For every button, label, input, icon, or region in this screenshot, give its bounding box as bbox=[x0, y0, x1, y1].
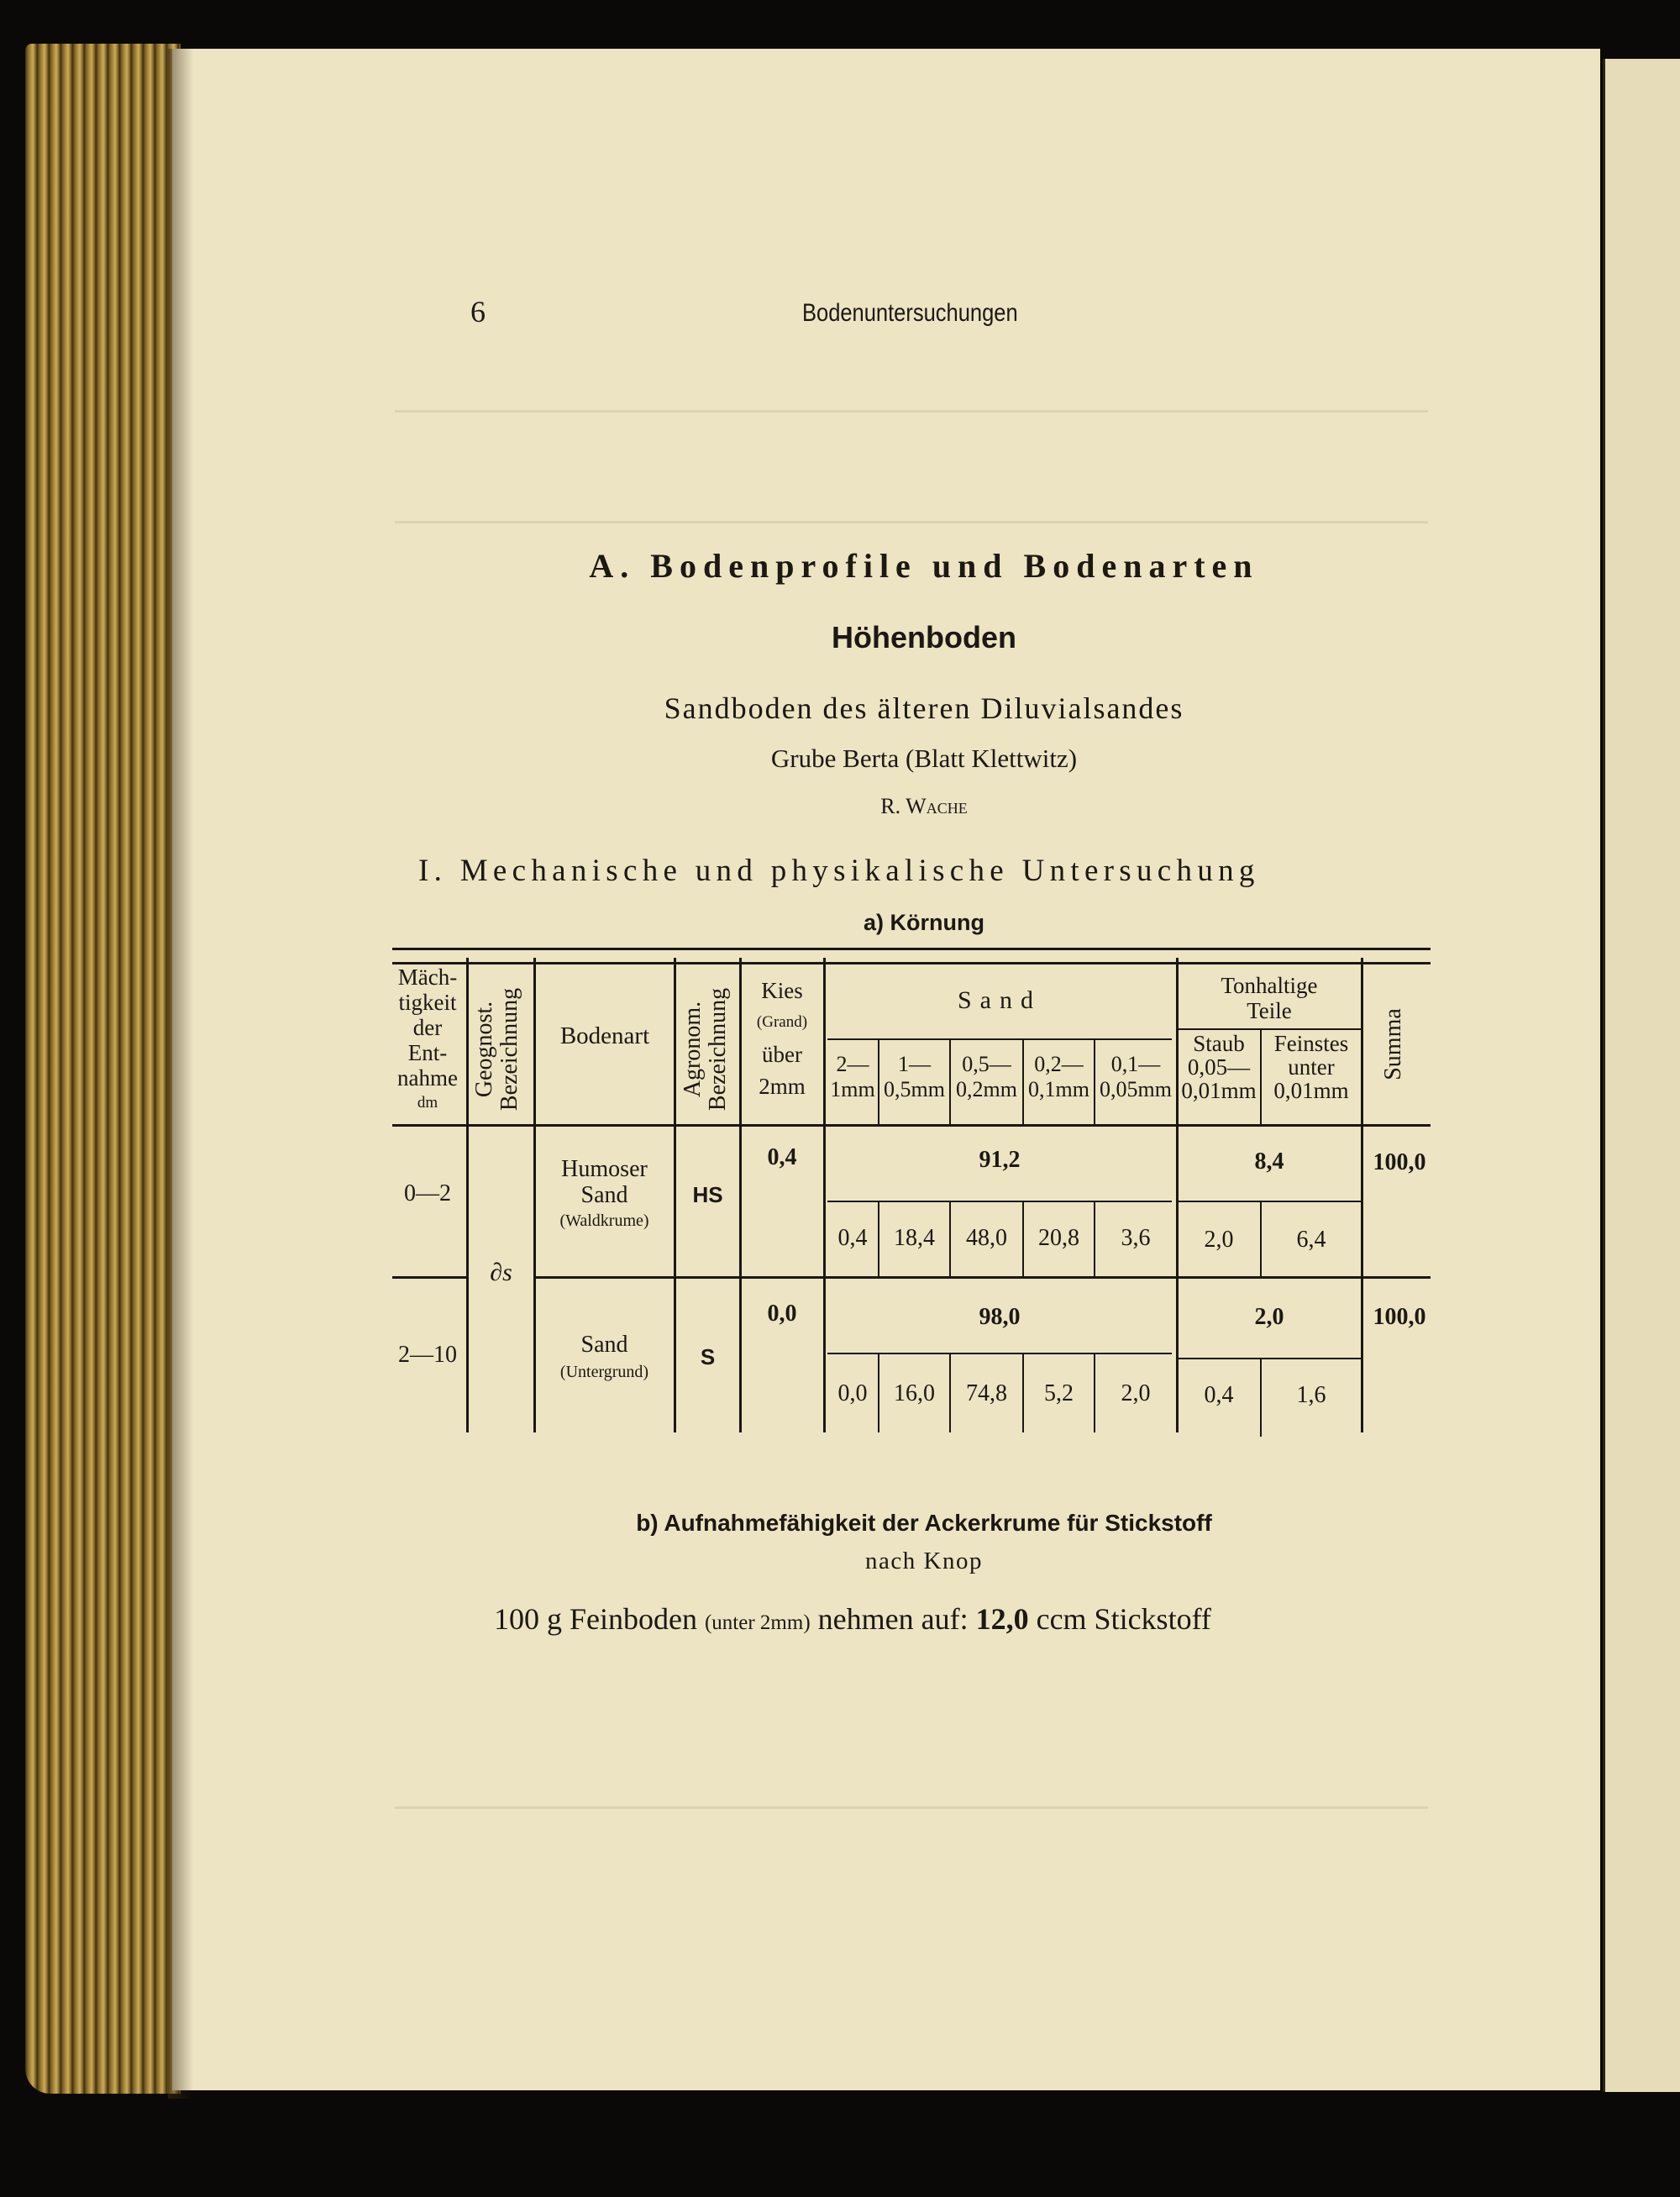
part-heading: I. Mechanische und physikalische Untersuchung bbox=[418, 854, 1260, 888]
row2-feinstes: 1,6 bbox=[1296, 1382, 1326, 1408]
section-b-subtitle: nach Knop bbox=[865, 1548, 983, 1574]
header-feinstes bbox=[1262, 1032, 1361, 1102]
running-head: Bodenuntersuchungen bbox=[802, 299, 1018, 327]
header-geognost bbox=[472, 974, 524, 1125]
row1-subrule bbox=[1179, 1201, 1363, 1202]
row2-ton-total: 2,0 bbox=[1254, 1304, 1284, 1330]
row2-sand-2-1: 0,0 bbox=[837, 1380, 868, 1406]
header-line: (Grand) bbox=[756, 1013, 808, 1031]
header-line: tigkeit bbox=[398, 990, 457, 1015]
header-summa: Summa bbox=[1380, 1008, 1406, 1080]
location-heading: Grube Berta (Blatt Klettwitz) bbox=[770, 744, 1078, 773]
row-divider bbox=[392, 1276, 466, 1279]
header-staub bbox=[1178, 1032, 1260, 1102]
row2-sand-01-005: 2,0 bbox=[1121, 1380, 1151, 1406]
col-rule bbox=[1176, 958, 1179, 1432]
header-line: Staub bbox=[1193, 1031, 1245, 1056]
header-line bbox=[741, 1070, 823, 1102]
row1-ton-total: 8,4 bbox=[1254, 1148, 1284, 1175]
header-line: 0,2mm bbox=[956, 1077, 1017, 1101]
row2-sand-total: 98,0 bbox=[979, 1304, 1021, 1330]
bodenart-line: Sand bbox=[580, 1332, 628, 1358]
table-heading: a) Körnung bbox=[864, 910, 984, 935]
header-line: 0,2— bbox=[1034, 1052, 1084, 1076]
page-edges bbox=[25, 44, 181, 2094]
geognost-value: ∂s bbox=[490, 1259, 512, 1286]
row2-summa: 100,0 bbox=[1373, 1304, 1426, 1330]
row2-depth: 2—10 bbox=[398, 1342, 457, 1368]
row1-sand-01-005: 3,6 bbox=[1121, 1225, 1151, 1251]
header-maechtigkeit bbox=[388, 964, 467, 1116]
bleed-rule bbox=[395, 521, 1428, 523]
header-sand: Sand bbox=[958, 986, 1042, 1014]
header-line: Ent- bbox=[407, 1040, 448, 1065]
row2-sand-1-05: 16,0 bbox=[894, 1380, 935, 1406]
row1-feinstes: 6,4 bbox=[1296, 1227, 1326, 1253]
row1-depth: 0—2 bbox=[404, 1180, 451, 1206]
header-line: 0,5mm bbox=[884, 1077, 945, 1101]
statement-paren: (unter 2mm) bbox=[704, 1611, 811, 1634]
header-line: unter bbox=[1288, 1054, 1335, 1080]
row1-summa: 100,0 bbox=[1373, 1149, 1426, 1175]
row1-sand-2-1: 0,4 bbox=[837, 1225, 868, 1251]
row2-agronom: S bbox=[700, 1344, 716, 1369]
statement-end: ccm Stickstoff bbox=[1036, 1602, 1211, 1636]
header-sand-05-02 bbox=[951, 1052, 1022, 1102]
row1-sand-05-02: 48,0 bbox=[966, 1225, 1007, 1251]
row1-bodenart bbox=[535, 1156, 674, 1234]
header-line: Teile bbox=[1247, 998, 1292, 1023]
header-bottom-rule bbox=[392, 1124, 1431, 1127]
statement-start: 100 g Feinboden bbox=[494, 1602, 697, 1636]
row1-sand-02-01: 20,8 bbox=[1038, 1225, 1079, 1251]
bodenart-line: Sand bbox=[580, 1182, 628, 1208]
header-line: 0,01mm bbox=[1273, 1078, 1349, 1103]
bleed-rule bbox=[395, 410, 1428, 413]
header-agronom bbox=[680, 974, 732, 1125]
header-unit: dm bbox=[417, 1094, 438, 1112]
header-sand-2-1 bbox=[827, 1052, 878, 1102]
header-tonhaltige bbox=[1178, 973, 1361, 1023]
header-line: Bezeichnung bbox=[496, 987, 522, 1112]
header-line: Geognost. bbox=[471, 1001, 497, 1098]
header-line: Tonhaltige bbox=[1221, 973, 1318, 998]
header-bodenart: Bodenart bbox=[559, 1022, 650, 1049]
row2-kies: 0,0 bbox=[767, 1301, 797, 1327]
header-line: 0,5— bbox=[962, 1052, 1011, 1076]
header-line: 0,1mm bbox=[1028, 1077, 1089, 1101]
row2-bodenart bbox=[535, 1332, 674, 1385]
header-line: Kies bbox=[761, 978, 803, 1003]
header-line: 0,01mm bbox=[1181, 1078, 1257, 1103]
row2-sand-02-01: 5,2 bbox=[1044, 1380, 1074, 1406]
header-sand-01-005 bbox=[1095, 1052, 1176, 1102]
col-rule bbox=[1361, 958, 1363, 1432]
soil-type-heading: Sandboden des älteren Diluvialsandes bbox=[664, 691, 1184, 725]
header-line: 2— bbox=[836, 1052, 869, 1076]
col-rule bbox=[823, 958, 826, 1432]
header-line: der bbox=[412, 1015, 443, 1040]
header-line: 0,1— bbox=[1110, 1052, 1161, 1076]
facing-page-edge bbox=[1603, 59, 1680, 2092]
header-kies-size: 2mm bbox=[759, 1074, 806, 1099]
statement-mid: nehmen auf: bbox=[817, 1602, 969, 1636]
row1-staub: 2,0 bbox=[1204, 1227, 1234, 1253]
nitrogen-statement bbox=[494, 1601, 1211, 1637]
row2-staub: 0,4 bbox=[1204, 1382, 1234, 1408]
bleed-rule bbox=[395, 1806, 1428, 1809]
section-title: A. Bodenprofile und Bodenarten bbox=[589, 547, 1259, 585]
bodenart-line: Humoser bbox=[561, 1156, 648, 1182]
row2-subrule bbox=[1179, 1358, 1363, 1359]
gutter-shadow bbox=[168, 49, 193, 2099]
row-divider bbox=[533, 1276, 1431, 1279]
header-line: über bbox=[762, 1042, 802, 1067]
header-line: Feinstes bbox=[1273, 1031, 1349, 1056]
header-line: 1mm bbox=[830, 1077, 875, 1101]
row1-sand-1-05: 18,4 bbox=[894, 1225, 935, 1251]
header-line: 0,05mm bbox=[1100, 1077, 1172, 1101]
header-line: nahme bbox=[397, 1065, 458, 1091]
header-line: Agronom. bbox=[680, 1001, 706, 1098]
header-kies bbox=[741, 975, 823, 1102]
ton-subheader-rule bbox=[1179, 1028, 1363, 1030]
header-sand-02-01 bbox=[1024, 1052, 1094, 1102]
subtitle: Höhenboden bbox=[832, 620, 1016, 654]
table-top-rule bbox=[392, 962, 1431, 964]
bodenart-note: (Waldkrume) bbox=[559, 1212, 649, 1230]
page-number: 6 bbox=[470, 295, 486, 328]
table-top-rule bbox=[392, 948, 1431, 950]
header-line: Bezeichnung bbox=[705, 987, 731, 1112]
row1-sand-total: 91,2 bbox=[979, 1147, 1021, 1173]
header-line: Mäch- bbox=[397, 964, 458, 990]
author: R. Wache bbox=[880, 794, 968, 818]
header-line: 1— bbox=[898, 1052, 931, 1076]
row2-sand-05-02: 74,8 bbox=[966, 1380, 1007, 1406]
section-b-title: b) Aufnahmefähigkeit der Ackerkrume für Stickstoff bbox=[636, 1510, 1212, 1536]
bodenart-note: (Untergrund) bbox=[559, 1363, 649, 1381]
row1-kies: 0,4 bbox=[767, 1144, 797, 1170]
statement-value: 12,0 bbox=[975, 1602, 1029, 1636]
row1-agronom: HS bbox=[692, 1182, 723, 1207]
header-sand-1-05 bbox=[879, 1052, 949, 1102]
header-line: 0,05— bbox=[1187, 1054, 1251, 1080]
